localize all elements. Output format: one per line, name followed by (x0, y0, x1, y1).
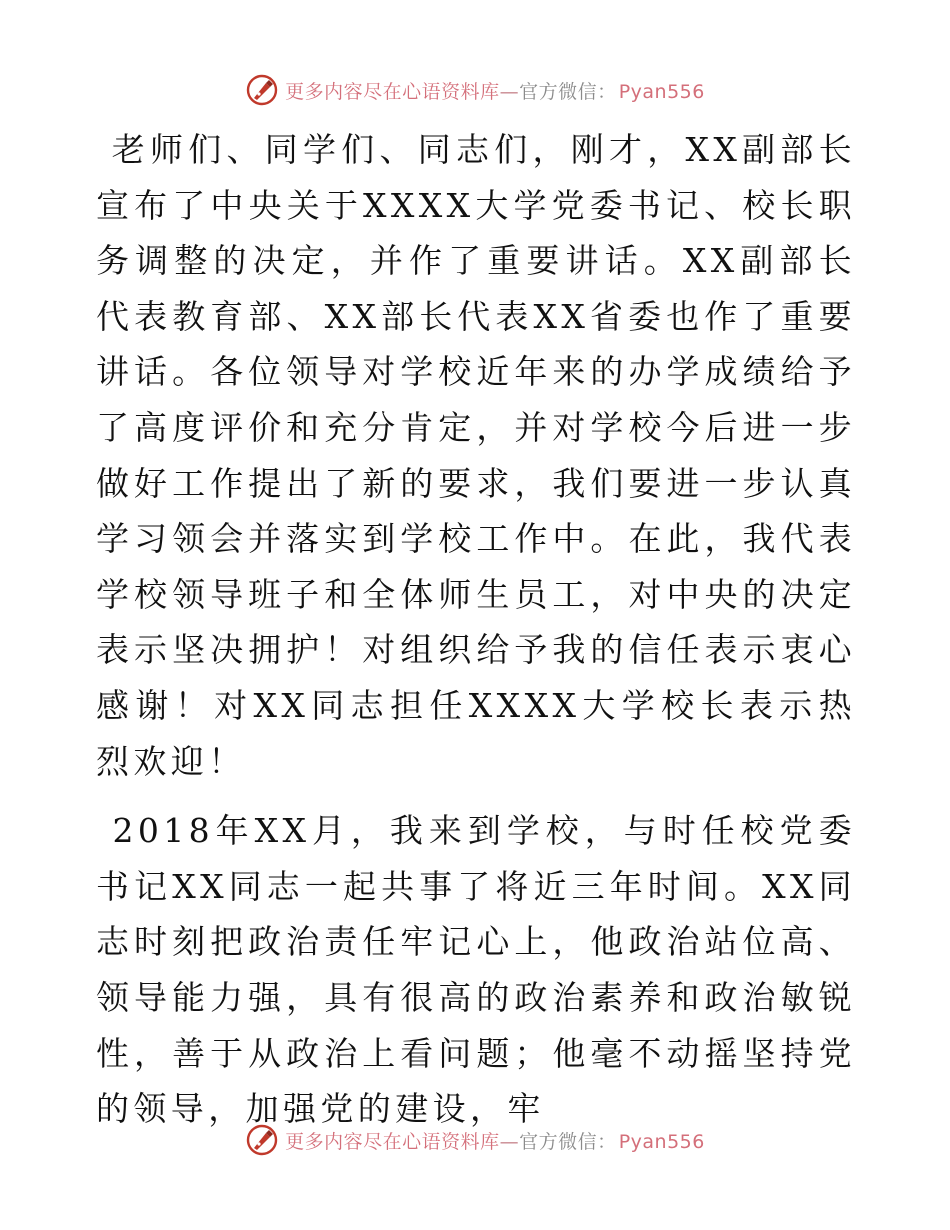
header-watermark-text (285, 77, 705, 104)
paragraph-2: 2018年XX月，我来到学校，与时任校党委书记XX同志一起共事了将近三年时间。XX同志时刻把政治责任牢记心上，他政治站位高、领导能力强，具有很高的政治素养和政治敏锐性，善于从政治上看问题；他毫不动摇坚持党的领导，加强党的建设，牢 (96, 811, 856, 1129)
header-watermark-banner (0, 70, 950, 110)
header-site-name: 更多内容尽在心语资料库 (285, 80, 500, 103)
header-wechat-label: 官方微信： (519, 80, 617, 103)
footer-wechat-id: Pyan556 (618, 1130, 705, 1153)
header-wechat-id: Pyan556 (618, 80, 705, 103)
footer-watermark-banner (0, 1120, 950, 1160)
document-body (96, 122, 856, 1151)
paragraph-1: 老师们、同学们、同志们，刚才，XX副部长宣布了中央关于XXXX大学党委书记、校长职务调整的决定，并作了重要讲话。XX副部长代表教育部、XX部长代表XX省委也作了重要讲话。各位领导对学校近年来的办学成绩给予了高度评价和充分肯定，并对学校今后进一步做好工作提出了新的要求，我们要进一步认真学习领会并落实到学校工作中。在此，我代表学校领导班子和全体师生员工，对中央的决定表示坚决拥护！对组织给予我的信任表示衷心感谢！对XX同志担任XXXX大学校长表示热烈欢迎！ (96, 130, 856, 781)
header-separator: — (499, 80, 520, 103)
footer-separator: — (499, 1130, 520, 1153)
pen-nib-logo-icon (245, 73, 279, 107)
footer-wechat-label: 官方微信： (519, 1130, 617, 1153)
pen-nib-logo-icon (245, 1123, 279, 1157)
footer-watermark-text (285, 1127, 705, 1154)
footer-site-name: 更多内容尽在心语资料库 (285, 1130, 500, 1153)
